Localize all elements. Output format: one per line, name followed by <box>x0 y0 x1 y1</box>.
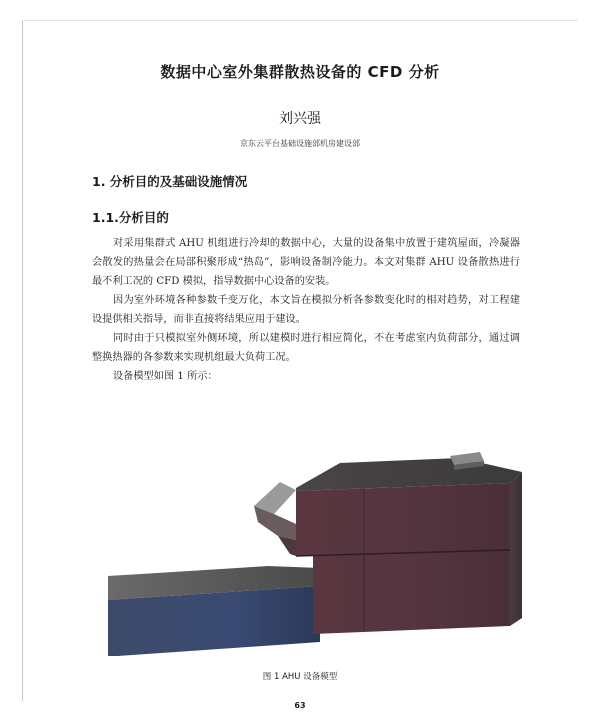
paragraph-figure-ref: 设备模型如图 1 所示： <box>113 371 218 382</box>
section-1-1-heading: 1.1.分析目的 <box>92 210 169 225</box>
unit-lower-front <box>313 550 510 634</box>
unit-right-side <box>510 472 522 626</box>
author-affiliation: 京东云平台基础设施部机房建设部 <box>240 139 360 148</box>
page-number: 63 <box>294 701 306 710</box>
paragraph-simplification: 同时由于只模拟室外侧环境，所以建模时进行相应简化，不在考虑室内负荷部分，通过调整换热器的各参数来实现机组最大负荷工况。 <box>92 333 520 363</box>
unit-upper-front <box>296 483 510 556</box>
paper-title: 数据中心室外集群散热设备的 CFD 分析 <box>160 63 440 81</box>
paragraph-intro: 对采用集群式 AHU 机组进行冷却的数据中心，大量的设备集中放置于建筑屋面，冷凝器会散发的热量会在局部积聚形成“热岛”，影响设备制冷能力。本文对集群 AHU 设备散热进行最不利工况的 CFD 模拟，指导数据中心设备的安装。 <box>92 238 520 287</box>
paragraph-purpose: 因为室外环境各种参数千变万化，本文旨在模拟分析各参数变化时的相对趋势，对工程建设提供相关指导，而非直接将结果应用于建设。 <box>92 295 520 325</box>
figure-ahu-model <box>108 430 560 662</box>
figure-caption: 图 1 AHU 设备模型 <box>262 672 338 682</box>
section-1-heading: 1. 分析目的及基础设施情况 <box>92 174 248 189</box>
author-name: 刘兴强 <box>279 111 321 127</box>
page-edge-top <box>22 20 578 21</box>
